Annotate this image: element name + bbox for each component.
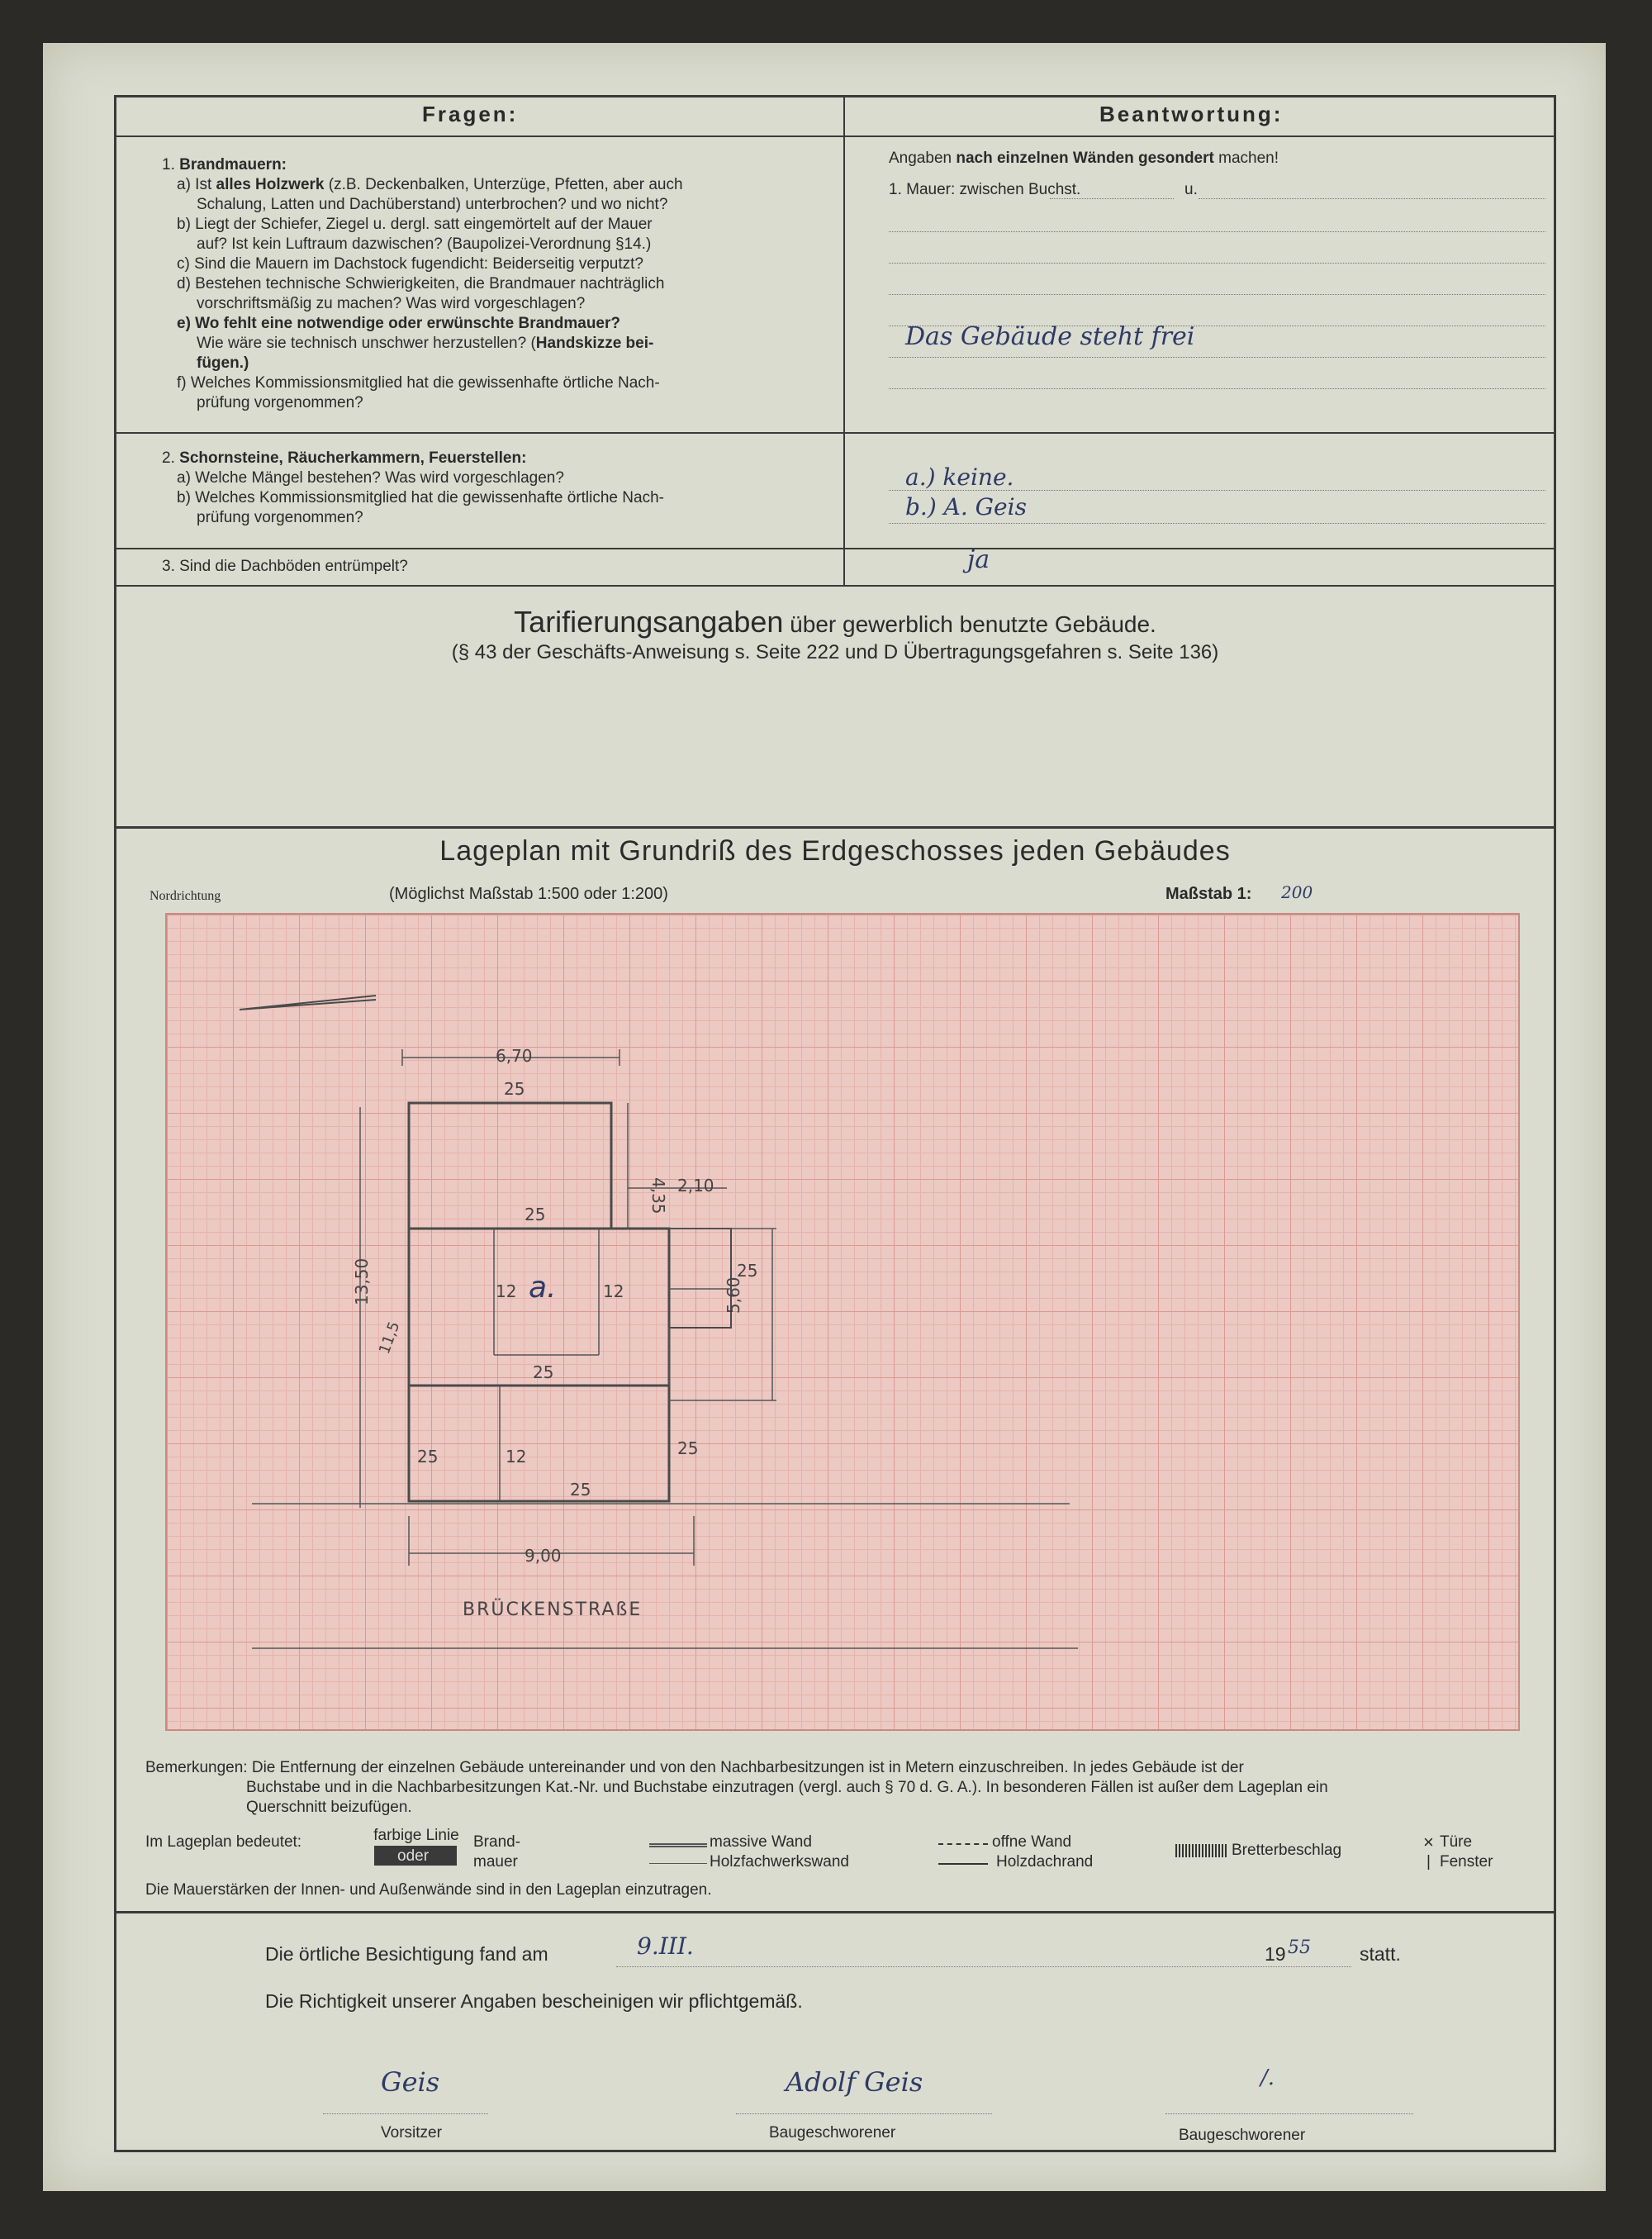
a2-answer-a: a.) keine. — [905, 463, 1014, 491]
dim-560: 5,60 — [724, 1276, 743, 1314]
richtigkeit-text: Die Richtigkeit unserer Angaben bescheinigen wir pflichtgemäß. — [265, 1990, 803, 2012]
wall-115: 11,5 — [375, 1319, 404, 1357]
lageplan-title: Lageplan mit Grundriß des Erdgeschosses jeden Gebäudes — [439, 835, 1231, 867]
dim-670: 6,70 — [496, 1046, 533, 1066]
besichtigung-post: statt. — [1360, 1943, 1401, 1965]
lower-room — [409, 1386, 669, 1501]
a1-wall-u: u. — [1184, 181, 1198, 198]
signature-vorsitzer: Geis — [381, 2066, 440, 2098]
a1-handwritten-answer: Das Gebäude steht frei — [905, 322, 1195, 351]
legend-intro: Im Lageplan bedeutet: — [145, 1833, 302, 1851]
besichtigung-year: 55 — [1288, 1937, 1311, 1958]
wall-12-right: 12 — [603, 1281, 624, 1301]
a1-wall-label: 1. Mauer: zwischen Buchst. — [889, 181, 1081, 198]
bemerkungen-text: Bemerkungen: Die Entfernung der einzelnen Gebäude untereinander und von den Nachbarbesitzungen ist in Metern einzuschreiben. In jedes Gebäude ist der Buchstabe und in die Nachbarbesitzungen Kat.-Nr. und Buchstabe einzutragen (vergl. auch § 70 d. G. A.). In besonderen Fällen ist außer dem Lageplan ein Querschnitt beizufügen. — [145, 1759, 1328, 1816]
legend-oder: oder — [397, 1847, 430, 1865]
answers-header: Beantwortung: — [1099, 102, 1284, 126]
wall-25-annex: 25 — [737, 1261, 758, 1281]
legend-farbige: farbige Linie — [373, 1827, 459, 1844]
legend-tuere: Türe — [1440, 1833, 1473, 1851]
besichtigung-date: 9.III. — [637, 1932, 694, 1960]
wall-25-mid: 25 — [525, 1205, 546, 1224]
wall-12-left: 12 — [496, 1281, 517, 1301]
legend-holzfach: Holzfachwerkswand — [710, 1853, 849, 1871]
side-annex — [669, 1229, 731, 1328]
wall-25-lower-right: 25 — [677, 1438, 699, 1458]
signature-bau2: /. — [1260, 2065, 1275, 2090]
legend-holzdach: Holzdachrand — [996, 1853, 1094, 1871]
dim-1350: 13,50 — [352, 1257, 372, 1305]
legend-brand-1: Brand- — [473, 1833, 521, 1851]
scale-label: Maßstab 1: — [1165, 885, 1252, 903]
north-arrow-icon — [240, 996, 376, 1010]
legend-offne: offne Wand — [992, 1833, 1072, 1851]
building-label: a. — [529, 1271, 557, 1305]
dim-210: 2,10 — [677, 1176, 714, 1196]
a2-answer-b: b.) A. Geis — [905, 493, 1027, 521]
vorsitzer-label: Vorsitzer — [381, 2124, 442, 2142]
q1-text: 1. Brandmauern: a) Ist alles Holzwerk (z.B. Deckenbalken, Unterzüge, Pfetten, aber auch Schalung, Latten und Dachüberstand) unterbrochen? und wo nicht? b) Liegt der Schiefer, Ziegel u. dergl. satt eingemörtelt auf der Mauer auf? Ist kein Luftraum dazwischen? (Baupolizei-Verordnung §14.) c) Sind die Mauern im Dachstock fugendicht: Beiderseitig verputzt? d) Bestehen technische Schwierigkeiten, die Brandmauer nachträglich vorschriftsmäßig zu machen? Was wird vorgeschlagen? e) Wo fehlt eine notwendige oder erwünschte Brandmauer? Wie wäre sie technisch unschwer herzustellen? (Handskizze bei- fügen.) f) Welches Kommissionsmitglied hat die gewissenhafte örtliche Nach- prüfung vorgenommen? — [162, 156, 683, 411]
wall-25-top: 25 — [504, 1079, 525, 1099]
legend-brand-2: mauer — [473, 1853, 518, 1871]
dim-435: 4,35 — [648, 1177, 668, 1215]
street-name: BRÜCKENSTRAßE — [463, 1600, 643, 1620]
baugeschworener-label-1: Baugeschworener — [769, 2124, 896, 2142]
q2-text: 2. Schornsteine, Räucherkammern, Feuerstellen: a) Welche Mängel bestehen? Was wird vorgeschlagen? b) Welches Kommissionsmitglied hat die gewissenhafte örtliche Nach- prüfung vorgenommen? — [162, 449, 664, 526]
wall-25-lower-top: 25 — [533, 1362, 554, 1382]
baugeschworener-label-2: Baugeschworener — [1179, 2127, 1306, 2144]
mauer-note: Die Mauerstärken der Innen- und Außenwände sind in den Lageplan einzutragen. — [145, 1881, 712, 1899]
legend-fenster: Fenster — [1440, 1853, 1493, 1871]
signature-bau1: Adolf Geis — [786, 2066, 923, 2098]
upper-room — [409, 1103, 611, 1229]
besichtigung-pre: Die örtliche Besichtigung fand am — [265, 1943, 548, 1965]
tarif-subtitle: (§ 43 der Geschäfts-Anweisung s. Seite 222 und D Übertragungsgefahren s. Seite 136) — [451, 641, 1219, 663]
dim-900: 9,00 — [525, 1546, 562, 1566]
questions-header: Fragen: — [422, 102, 519, 126]
a1-intro: Angaben nach einzelnen Wänden gesondert machen! — [889, 150, 1279, 167]
wall-25-bottom: 25 — [570, 1480, 591, 1500]
tarif-title: Tarifierungsangaben über gewerblich benutzte Gebäude. — [514, 605, 1156, 639]
legend-massiv: massive Wand — [710, 1833, 812, 1851]
tuere-symbol: × — [1423, 1832, 1434, 1852]
besichtigung-year-prefix: 19 — [1265, 1943, 1286, 1965]
wall-25-lower-left: 25 — [417, 1447, 439, 1467]
lageplan-subtitle: (Möglichst Maßstab 1:500 oder 1:200) — [389, 885, 668, 903]
q3-text: 3. Sind die Dachböden entrümpelt? — [162, 558, 408, 575]
nordrichtung-label: Nordrichtung — [150, 889, 221, 903]
scale-value: 200 — [1281, 882, 1313, 902]
legend-bretter: Bretterbeschlag — [1232, 1842, 1342, 1859]
fenster-symbol: | — [1427, 1853, 1431, 1871]
wall-12-lower: 12 — [506, 1447, 527, 1467]
a3-answer: ja — [967, 545, 990, 574]
